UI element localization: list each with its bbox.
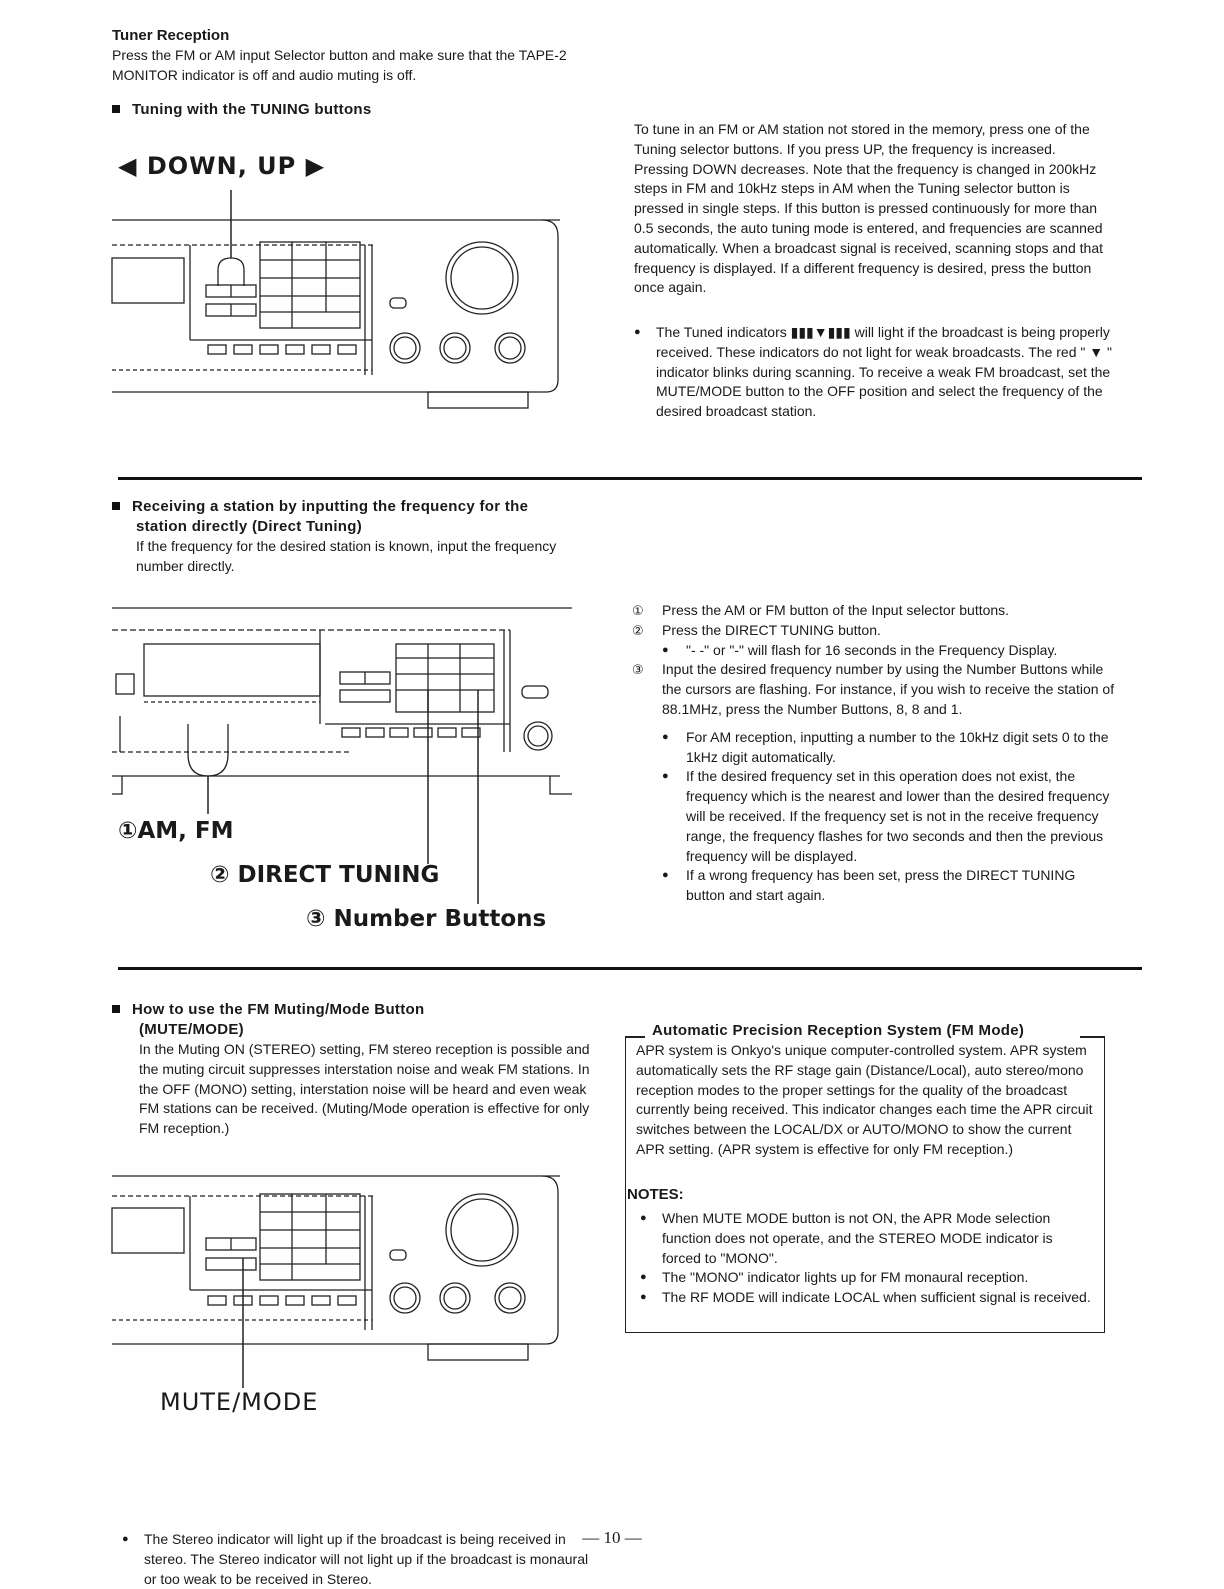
direct-note: ● For AM reception, inputting a number to the 10kHz digit sets 0 to the 1kHz digit automatically.: [662, 728, 1116, 768]
square-bullet-icon: [112, 502, 120, 510]
callout-number-buttons: ③ Number Buttons: [306, 906, 547, 932]
apr-note: ● The RF MODE will indicate LOCAL when sufficient signal is received.: [640, 1288, 1092, 1308]
callout-am-fm: ①AM, FM: [118, 818, 234, 844]
tuning-bullet: ● The Tuned indicators ▮▮▮▼▮▮▮ will light if the broadcast is being properly received. These indicators do not light for weak broadcasts. The red " ▼ " indicator blinks during scanning. To receive a weak FM broadcast, set the MUTE/MODE button to the OFF position and select the frequency of the desired broadcast station.: [634, 323, 1114, 422]
step-2-text: Press the DIRECT TUNING button.: [662, 621, 881, 638]
receiver-diagram-tuning: [110, 190, 570, 415]
section-divider: [118, 477, 1142, 480]
tuner-intro: Press the FM or AM input Selector button and make sure that the TAPE-2 MONITOR indicator is off and audio muting is off.: [112, 47, 567, 83]
step-1-text: Press the AM or FM button of the Input selector buttons.: [662, 602, 1010, 618]
step-2: [632, 621, 1116, 641]
tuner-section: [112, 26, 612, 86]
direct-heading-row: [112, 497, 602, 537]
apr-box-top-left: [625, 1036, 645, 1038]
tuner-title: Tuner Reception: [112, 27, 230, 44]
mute-heading-line2: (MUTE/MODE): [139, 1021, 244, 1038]
step-2-bullet: ● "- -" or "-" will flash for 16 seconds in the Frequency Display.: [662, 641, 1116, 661]
receiver-diagram-mute: [110, 1170, 570, 1400]
direct-heading-line2: station directly (Direct Tuning): [136, 518, 363, 535]
mute-heading-row: [112, 1000, 602, 1040]
step-3-text: Input the desired frequency number by using the Number Buttons while the cursors are flashing. For instance, if you wish to receive the station of 88.1MHz, press the Number Buttons, 8, 8 and 1.: [662, 661, 1115, 717]
down-up-label: ◀ DOWN, UP ▶: [118, 152, 326, 180]
square-bullet-icon: [112, 105, 120, 113]
step-1: [632, 601, 1116, 621]
apr-paragraph: APR system is Onkyo's unique computer-controlled system. APR system automatically sets the RF stage gain (Distance/Local), auto stereo/mono reception modes to the proper settings for the quality of the broadcast currently being received. This indicator changes each time the APR circuit switches between the LOCAL/DX or AUTO/MONO to show the current APR setting. (APR system is effective for only FM reception.): [636, 1042, 1093, 1157]
step-3: [632, 660, 1116, 719]
apr-note: ● When MUTE MODE button is not ON, the APR Mode selection function does not operate, and the STEREO MODE indicator is forced to "MONO".: [640, 1209, 1092, 1268]
square-bullet-icon: [112, 1005, 120, 1013]
receiver-diagram-direct: [110, 604, 580, 904]
section-divider: [118, 967, 1142, 970]
step-3-number: ③: [632, 662, 644, 678]
tuning-heading: Tuning with the TUNING buttons: [132, 101, 372, 118]
apr-title: Automatic Precision Reception System (FM Mode): [652, 1022, 1025, 1039]
mute-paragraph: In the Muting ON (STEREO) setting, FM stereo reception is possible and the muting circuit suppresses interstation noise and weak FM stations. In the OFF (MONO) setting, interstation noise will be heard and even weak FM stations can be received. (Muting/Mode operation is effective for only FM reception.): [139, 1041, 590, 1137]
apr-box-top-right: [1080, 1036, 1104, 1038]
mute-bullet: ● The Stereo indicator will light up if the broadcast is being received in stereo. The Stereo indicator will not light up if the broadcast is monaural or too weak to be received in Stereo.: [122, 1530, 604, 1589]
page-number: — 10 —: [582, 1528, 642, 1547]
mute-mode-label: MUTE/MODE: [160, 1388, 319, 1416]
step-1-number: ①: [632, 603, 644, 618]
mute-heading-line1: How to use the FM Muting/Mode Button: [132, 1001, 425, 1018]
direct-notes: [662, 728, 1116, 906]
apr-note: ● The "MONO" indicator lights up for FM monaural reception.: [640, 1268, 1092, 1288]
apr-notes: [640, 1209, 1092, 1308]
tuning-heading-row: [112, 101, 372, 118]
callout-direct-tuning: ② DIRECT TUNING: [210, 862, 440, 888]
direct-heading-line1: Receiving a station by inputting the frequency for the: [132, 498, 529, 515]
direct-intro: If the frequency for the desired station is known, input the frequency number directly.: [136, 538, 557, 574]
apr-notes-title: NOTES:: [627, 1186, 684, 1203]
tuning-paragraph: To tune in an FM or AM station not stored in the memory, press one of the Tuning selector buttons. If you press UP, the frequency is increased. Pressing DOWN decreases. Note that the frequency is changed in 200kHz steps in FM and 10kHz steps in AM when the Tuning selector button is pressed in single steps. If this button is pressed continuously for more than 0.5 seconds, the auto tuning mode is entered, and frequencies are scanned automatically. When a broadcast signal is received, scanning stops and that frequency is displayed. If a different frequency is desired, press the button once again.: [634, 121, 1103, 296]
direct-note: ● If the desired frequency set in this operation does not exist, the frequency which is the nearest and lower than the desired frequency will be received. If the frequency set is not in the receive frequency range, the frequency flashes for two seconds and then the previous frequency will be displayed.: [662, 767, 1116, 866]
direct-steps: [632, 601, 1116, 906]
step-2-number: ②: [632, 622, 644, 638]
direct-note: ● If a wrong frequency has been set, press the DIRECT TUNING button and start again.: [662, 866, 1116, 906]
